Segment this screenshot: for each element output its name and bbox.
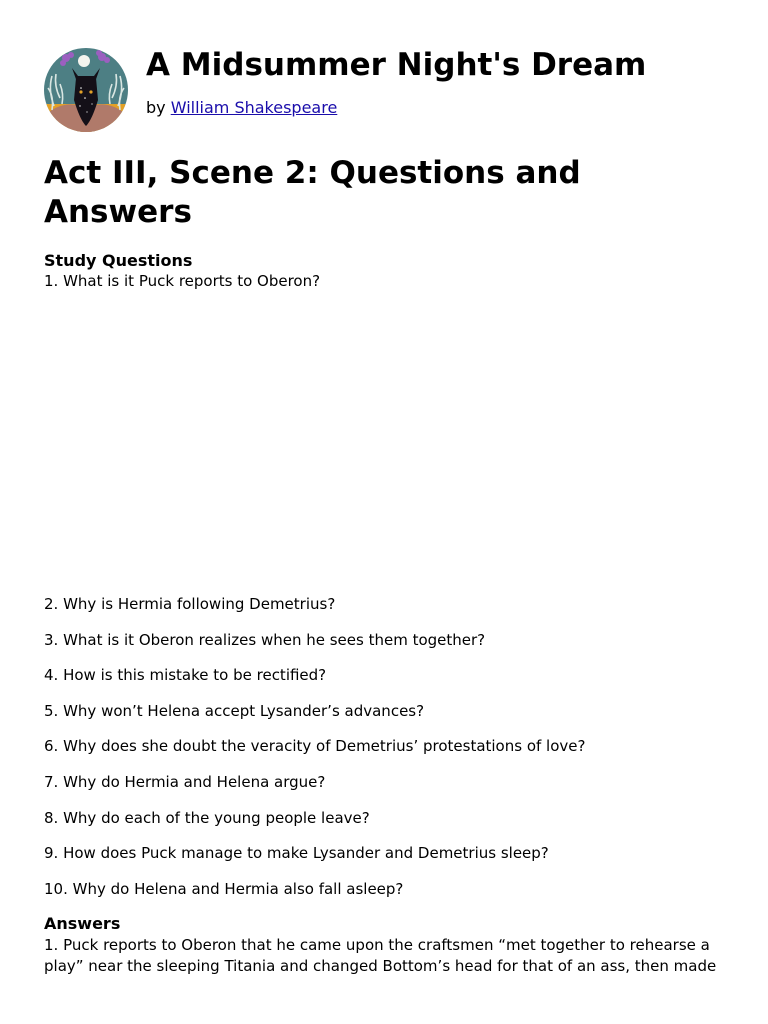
study-question: 3. What is it Oberon realizes when he sees them together? — [44, 630, 486, 649]
study-question: 2. Why is Hermia following Demetrius? — [44, 595, 336, 613]
study-question: 8. Why do each of the young people leave? — [44, 808, 370, 827]
byline-prefix: by — [146, 98, 166, 117]
byline — [146, 98, 337, 118]
study-questions-list — [44, 594, 585, 914]
book-title: A Midsummer Night's Dream — [146, 47, 647, 83]
study-questions-heading: Study Questions — [44, 251, 193, 270]
section-title: Act III, Scene 2: Questions and Answers — [44, 155, 581, 230]
book-header — [44, 46, 734, 136]
study-question: 6. Why does she doubt the veracity of Demetrius’ protestations of love? — [44, 737, 586, 756]
study-question: 7. Why do Hermia and Helena argue? — [44, 772, 326, 791]
answers-heading: Answers — [44, 914, 121, 933]
study-question: 9. How does Puck manage to make Lysander and Demetrius sleep? — [44, 844, 549, 863]
study-question: 10. Why do Helena and Hermia also fall asleep? — [44, 879, 404, 898]
study-question: 4. How is this mistake to be rectified? — [44, 666, 327, 685]
study-question: 5. Why won’t Helena accept Lysander’s advances? — [44, 701, 425, 720]
author-link[interactable]: William Shakespeare — [170, 98, 338, 117]
answer-paragraph: 1. Puck reports to Oberon that he came upon the craftsmen “met together to rehearse a play” near the sleeping Titania and changed Bottom’s head for that of an ass, then made — [44, 936, 717, 975]
study-question: 1. What is it Puck reports to Oberon? — [44, 272, 321, 290]
donkey-head-icon — [44, 46, 128, 134]
book-cover-logo[interactable] — [44, 46, 128, 134]
